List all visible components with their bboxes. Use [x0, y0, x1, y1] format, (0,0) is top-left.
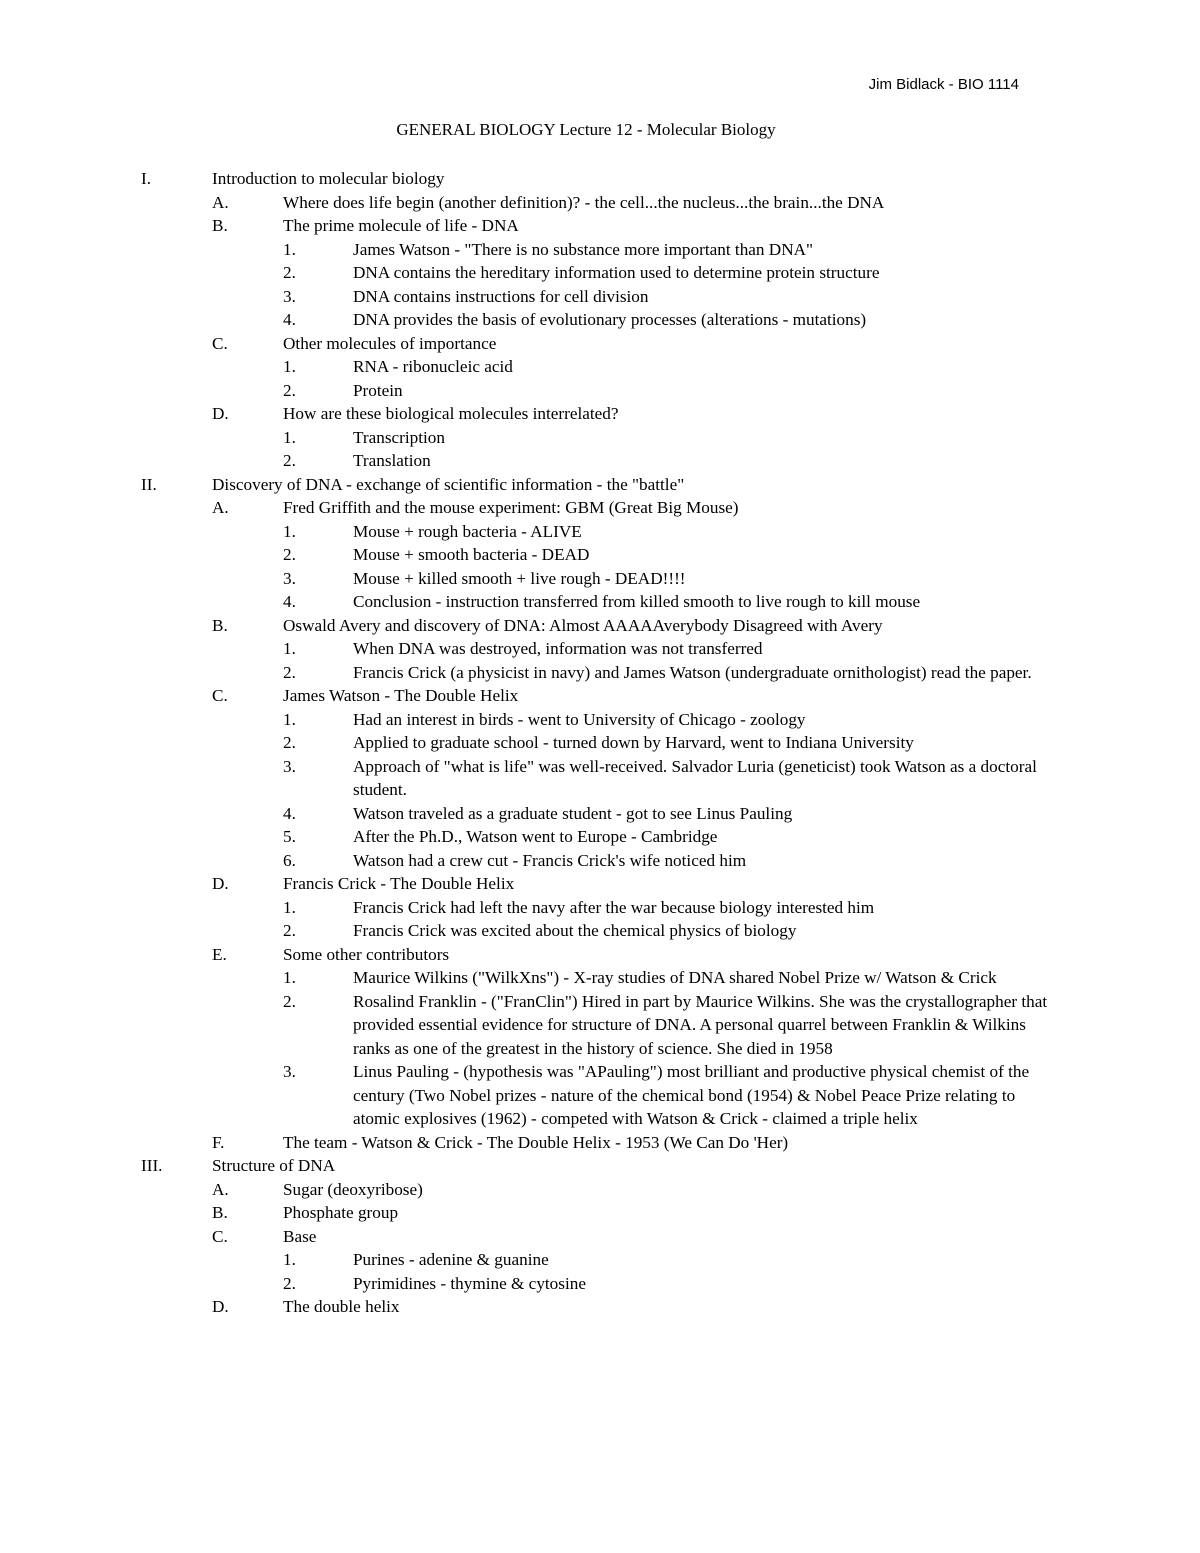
outline-item [0, 355, 1200, 379]
outline-marker: 2. [283, 263, 296, 282]
outline-marker: A. [212, 1179, 229, 1199]
outline-item [0, 872, 1200, 896]
outline-item [0, 637, 1200, 661]
outline-text: Purines - adenine & guanine [353, 1250, 549, 1269]
outline-marker: B. [212, 615, 228, 635]
outline-item [0, 285, 1200, 309]
outline-text: Watson had a crew cut - Francis Crick's wife noticed him [353, 850, 747, 870]
outline-text: Mouse + killed smooth + live rough - DEAD!!!! [353, 568, 686, 588]
outline-item [0, 755, 1200, 802]
outline-marker: D. [212, 404, 229, 423]
outline-text: Where does life begin (another definition)? - the cell...the nucleus...the brain...the DNA [283, 192, 885, 212]
outline-text: DNA contains instructions for cell division [353, 286, 649, 306]
outline-text: Structure of DNA [212, 1156, 336, 1175]
outline-text: Linus Pauling - (hypothesis was "APauling") most brilliant and productive physical chemist of the century (Two Nobel prizes - nature of the chemical bond (1954) & Nobel Peace Prize relating to atomic explosives (1962) - competed with Watson & Crick - claimed a triple helix [353, 1062, 1030, 1128]
outline-marker: 1. [283, 357, 296, 376]
outline-marker: 1. [283, 968, 296, 987]
outline-text: James Watson - "There is no substance more important than DNA" [353, 239, 814, 259]
outline-text: Approach of "what is life" was well-received. Salvador Luria (geneticist) took Watson as a doctoral student. [353, 756, 1037, 799]
outline-marker: 1. [283, 709, 296, 729]
outline-marker: C. [212, 1226, 228, 1246]
outline-item [0, 849, 1200, 873]
outline-marker: 6. [283, 850, 296, 870]
outline-text: Had an interest in birds - went to University of Chicago - zoology [353, 709, 806, 729]
outline-item [0, 684, 1200, 708]
outline-text: When DNA was destroyed, information was not transferred [353, 639, 763, 658]
outline-marker: E. [212, 944, 227, 964]
outline-text: Transcription [353, 427, 445, 447]
outline-item [0, 1131, 1200, 1155]
outline-marker: 3. [283, 756, 296, 776]
outline-marker: C. [212, 333, 228, 353]
outline-item [0, 496, 1200, 520]
outline-text: Introduction to molecular biology [212, 169, 445, 188]
outline-item [0, 966, 1200, 990]
outline-item [0, 426, 1200, 450]
outline-text: Translation [353, 451, 431, 470]
outline-item [0, 167, 1200, 191]
outline-marker: 5. [283, 827, 296, 846]
outline-text: Oswald Avery and discovery of DNA: Almost AAAAAverybody Disagreed with Avery [283, 615, 883, 635]
outline-marker: III. [141, 1156, 163, 1175]
lecture-title: GENERAL BIOLOGY Lecture 12 - Molecular Biology [396, 120, 776, 139]
outline-item [0, 590, 1200, 614]
outline-marker: 1. [283, 639, 296, 658]
outline-text: Maurice Wilkins ("WilkXns") - X-ray studies of DNA shared Nobel Prize w/ Watson & Crick [353, 968, 997, 987]
outline-item [0, 402, 1200, 426]
outline-marker: 4. [283, 592, 296, 611]
outline-text: Conclusion - instruction transferred from killed smooth to live rough to kill mouse [353, 592, 921, 611]
outline-text: The double helix [283, 1297, 400, 1316]
outline-marker: 3. [283, 1062, 296, 1081]
outline-text: DNA contains the hereditary information used to determine protein structure [353, 263, 880, 282]
outline-item [0, 943, 1200, 967]
outline-marker: 2. [283, 380, 296, 400]
outline-text: Francis Crick was excited about the chemical physics of biology [353, 921, 797, 940]
outline-item [0, 1060, 1200, 1131]
outline-marker: 1. [283, 427, 296, 447]
outline-text: Sugar (deoxyribose) [283, 1179, 423, 1199]
outline-item [0, 661, 1200, 685]
outline-marker: 1. [283, 897, 296, 917]
outline-marker: 2. [283, 545, 296, 564]
outline-text: The prime molecule of life - DNA [283, 216, 519, 235]
outline-text: James Watson - The Double Helix [283, 686, 519, 705]
outline-marker: II. [141, 474, 157, 494]
outline-item [0, 332, 1200, 356]
outline-item [0, 520, 1200, 544]
outline-item [0, 261, 1200, 285]
outline-text: Pyrimidines - thymine & cytosine [353, 1273, 586, 1293]
outline-item [0, 896, 1200, 920]
outline-text: Rosalind Franklin - ("FranClin") Hired in part by Maurice Wilkins. She was the crystallographer that provided essential evidence for structure of DNA. A personal quarrel between Franklin & Wilkins ranks as one of the greatest in the history of science. She died in 1958 [353, 991, 1048, 1058]
outline-marker: B. [212, 1203, 228, 1222]
outline-text: Phosphate group [283, 1203, 399, 1222]
outline-item [0, 614, 1200, 638]
outline-text: How are these biological molecules interrelated? [283, 404, 619, 423]
outline-text: Francis Crick had left the navy after the war because biology interested him [353, 897, 875, 917]
outline-marker: D. [212, 1297, 229, 1316]
outline-marker: F. [212, 1132, 225, 1152]
outline-text: Other molecules of importance [283, 333, 497, 353]
outline-item [0, 731, 1200, 755]
outline-item [0, 214, 1200, 238]
outline-text: The team - Watson & Crick - The Double Helix - 1953 (We Can Do 'Her) [283, 1132, 789, 1152]
outline-text: Francis Crick - The Double Helix [283, 874, 515, 893]
outline-item [0, 1154, 1200, 1178]
outline-marker: A. [212, 192, 229, 212]
outline-text: Fred Griffith and the mouse experiment: GBM (Great Big Mouse) [283, 498, 739, 517]
outline-item [0, 379, 1200, 403]
lecture-outline [0, 167, 1200, 1319]
outline-text: Some other contributors [283, 944, 450, 964]
outline-marker: 3. [283, 568, 296, 588]
outline-marker: 4. [283, 310, 296, 329]
outline-marker: 3. [283, 286, 296, 306]
outline-marker: 2. [283, 662, 296, 682]
outline-item [0, 802, 1200, 826]
outline-marker: C. [212, 686, 228, 705]
outline-marker: 1. [283, 1250, 296, 1269]
outline-item [0, 567, 1200, 591]
outline-marker: 2. [283, 921, 296, 940]
outline-text: After the Ph.D., Watson went to Europe - Cambridge [353, 827, 718, 846]
outline-item [0, 449, 1200, 473]
outline-text: Mouse + rough bacteria - ALIVE [353, 521, 582, 541]
outline-marker: 4. [283, 803, 296, 823]
outline-marker: 2. [283, 451, 296, 470]
outline-item [0, 308, 1200, 332]
outline-marker: 2. [283, 1273, 296, 1293]
outline-text: DNA provides the basis of evolutionary processes (alterations - mutations) [353, 310, 867, 329]
outline-item [0, 1201, 1200, 1225]
outline-text: Francis Crick (a physicist in navy) and James Watson (undergraduate ornithologist) read the paper. [353, 662, 1032, 682]
outline-item [0, 1178, 1200, 1202]
outline-text: RNA - ribonucleic acid [353, 357, 513, 376]
outline-marker: 1. [283, 239, 296, 259]
outline-item [0, 1225, 1200, 1249]
outline-marker: 2. [283, 991, 296, 1011]
outline-text: Mouse + smooth bacteria - DEAD [353, 545, 590, 564]
outline-item [0, 191, 1200, 215]
outline-item [0, 1272, 1200, 1296]
outline-item [0, 473, 1200, 497]
outline-item [0, 825, 1200, 849]
outline-marker: B. [212, 216, 228, 235]
outline-item [0, 1248, 1200, 1272]
outline-marker: 2. [283, 733, 296, 752]
author-course-header: Jim Bidlack - BIO 1114 [868, 76, 1019, 93]
outline-item [0, 1295, 1200, 1319]
outline-text: Applied to graduate school - turned down by Harvard, went to Indiana University [353, 733, 914, 752]
outline-marker: D. [212, 874, 229, 893]
outline-item [0, 990, 1200, 1061]
outline-marker: I. [141, 169, 152, 188]
outline-text: Watson traveled as a graduate student - got to see Linus Pauling [353, 803, 793, 823]
outline-text: Base [283, 1226, 317, 1246]
outline-item [0, 543, 1200, 567]
outline-marker: A. [212, 498, 229, 517]
outline-text: Protein [353, 380, 403, 400]
outline-text: Discovery of DNA - exchange of scientific information - the "battle" [212, 474, 685, 494]
outline-item [0, 708, 1200, 732]
outline-item [0, 919, 1200, 943]
outline-item [0, 238, 1200, 262]
outline-marker: 1. [283, 521, 296, 541]
